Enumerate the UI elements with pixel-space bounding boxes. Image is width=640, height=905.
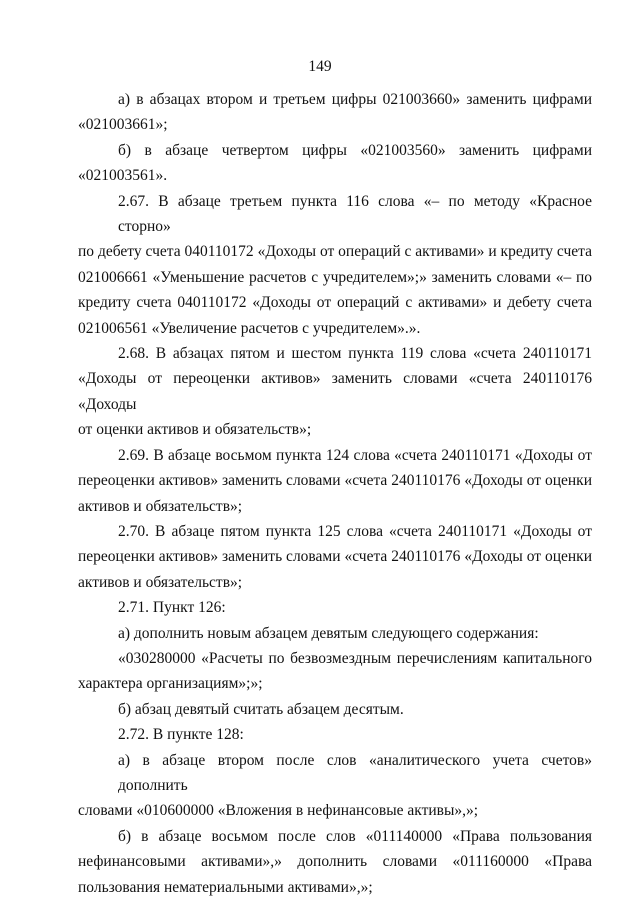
paragraph-line: пользования нематериальными активами»,»;	[78, 878, 373, 896]
paragraph-line: а) в абзаце втором после слов «аналитического учета счетов» дополнить	[118, 751, 592, 794]
paragraph-line: 2.69. В абзаце восьмом пункта 124 слова «счета 240110171 «Доходы от	[118, 446, 592, 464]
paragraph-line: активов и обязательств»;	[78, 573, 243, 591]
document-body	[78, 87, 592, 900]
paragraph	[78, 646, 592, 697]
paragraph	[78, 443, 592, 519]
paragraph-line: переоценки активов» заменить словами «счета 240110176 «Доходы от оценки	[78, 472, 592, 490]
paragraph	[78, 621, 592, 646]
paragraph	[78, 748, 592, 824]
paragraph-line: «021003561».	[78, 167, 168, 185]
paragraph	[78, 341, 592, 443]
paragraph-line: характера организациям»;»;	[78, 675, 263, 693]
page-number: 149	[308, 58, 332, 75]
paragraph-line: а) в абзацах втором и третьем цифры 021003660» заменить цифрами	[118, 91, 592, 108]
paragraph	[78, 189, 592, 341]
paragraph-line: а) дополнить новым абзацем девятым следующего содержания:	[118, 624, 539, 642]
paragraph-line: 2.71. Пункт 126:	[118, 599, 226, 617]
paragraph-line: от оценки активов и обязательств»;	[78, 421, 312, 439]
paragraph-line: 2.68. В абзацах пятом и шестом пункта 119 слова «счета 240110171	[118, 345, 592, 363]
paragraph-line: «021003661»;	[78, 116, 168, 134]
paragraph-line: б) в абзаце четвертом цифры «021003560» заменить цифрами	[118, 141, 592, 159]
paragraph	[78, 519, 592, 595]
paragraph-line: кредиту счета 040110172 «Доходы от операций с активами» и дебету счета	[78, 294, 592, 312]
paragraph-line: «030280000 «Расчеты по безвозмездным перечислениям капитального	[118, 649, 592, 667]
paragraph	[78, 824, 592, 900]
paragraph-line: б) абзац девятый считать абзацем десятым.	[118, 700, 404, 718]
paragraph-line: нефинансовыми активами»,» дополнить словами «011160000 «Права	[78, 853, 592, 871]
paragraph-line: по дебету счета 040110172 «Доходы от операций с активами» и кредиту счета	[78, 243, 592, 261]
paragraph	[78, 138, 592, 189]
paragraph-line: «Доходы от переоценки активов» заменить словами «счета 240110176 «Доходы	[78, 370, 592, 413]
paragraph-line: 2.72. В пункте 128:	[118, 726, 244, 744]
paragraph-line: 2.70. В абзаце пятом пункта 125 слова «счета 240110171 «Доходы от	[118, 522, 592, 540]
paragraph	[78, 87, 592, 138]
paragraph	[78, 595, 592, 620]
paragraph	[78, 697, 592, 722]
paragraph-line: б) в абзаце восьмом после слов «011140000 «Права пользования	[118, 827, 592, 845]
paragraph-line: 021006661 «Уменьшение расчетов с учредителем»;» заменить словами «– по	[78, 268, 592, 286]
paragraph-line: переоценки активов» заменить словами «счета 240110176 «Доходы от оценки	[78, 548, 592, 566]
paragraph	[78, 722, 592, 747]
paragraph-line: словами «010600000 «Вложения в нефинансовые активы»,»;	[78, 802, 479, 820]
paragraph-line: 2.67. В абзаце третьем пункта 116 слова «– по методу «Красное сторно»	[118, 192, 592, 236]
paragraph-line: активов и обязательств»;	[78, 497, 243, 515]
paragraph-line: 021006561 «Увеличение расчетов с учредителем».».	[78, 319, 421, 337]
